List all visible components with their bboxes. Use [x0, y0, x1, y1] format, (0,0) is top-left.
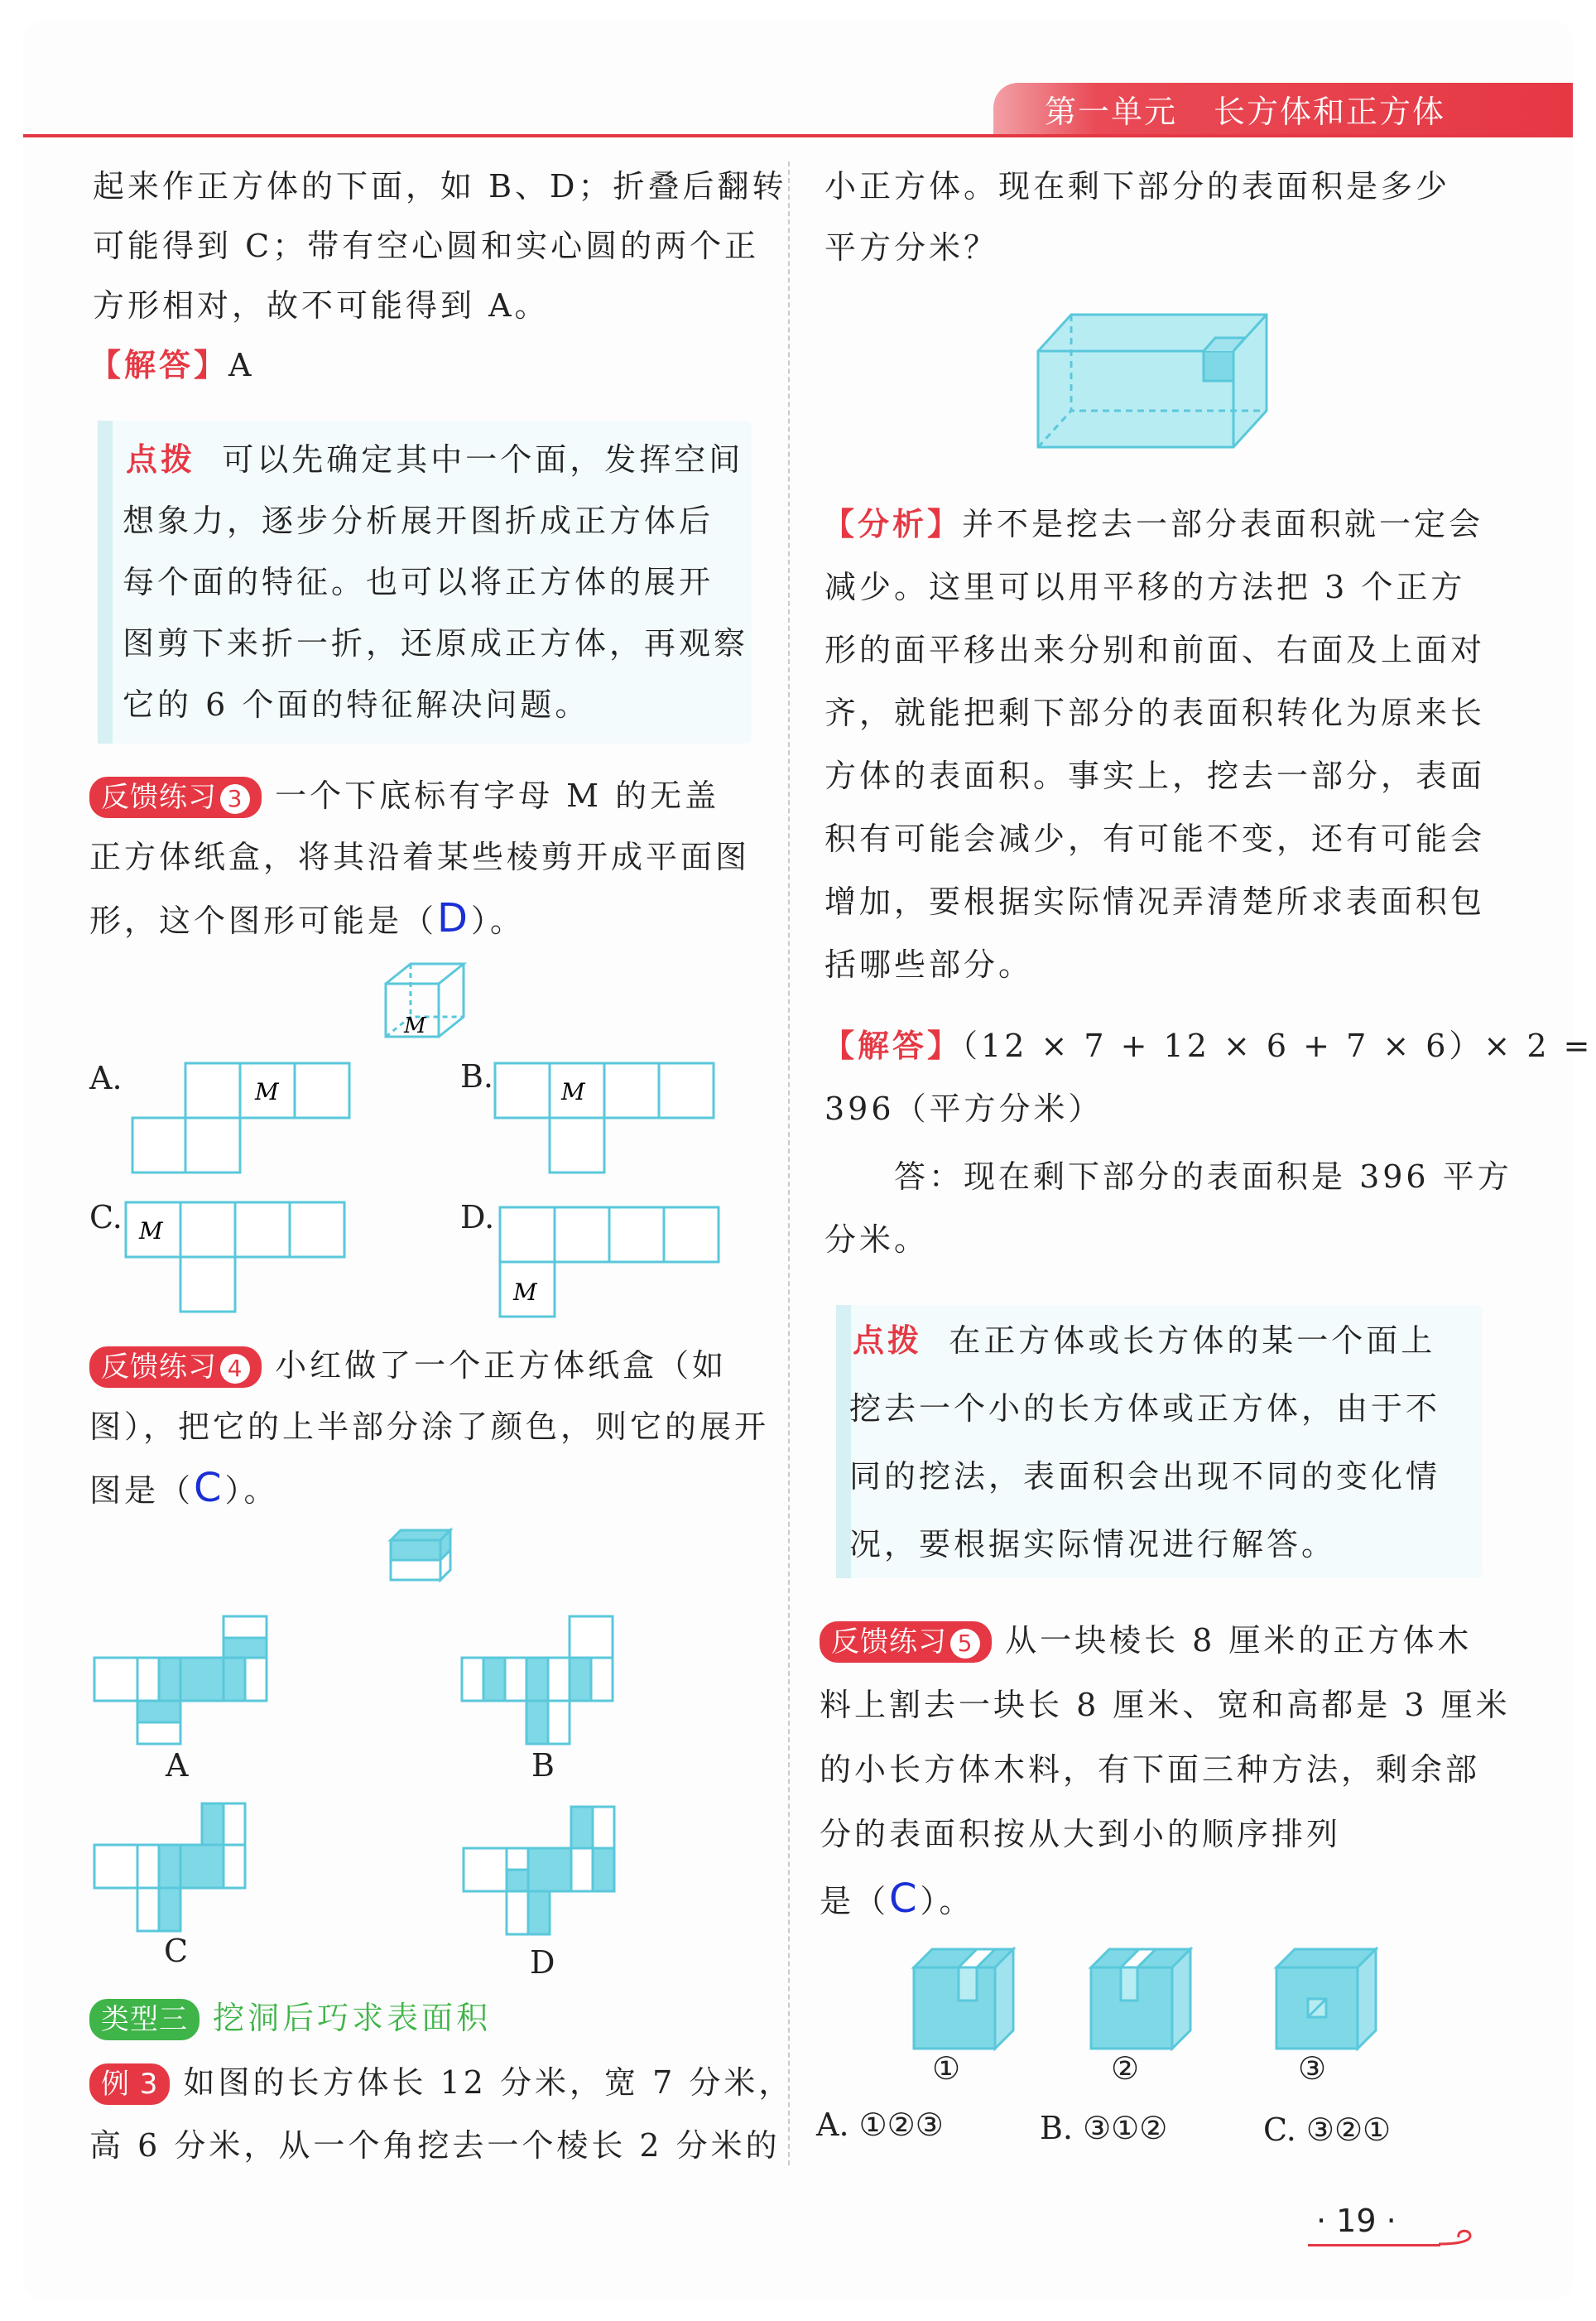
left-p1-line3: 方形相对，故不可能得到 A。 — [93, 287, 550, 324]
answer-2-text: 答：现在剩下部分的表面积是 396 平方 — [894, 1158, 1512, 1195]
page-number: · 19 · — [1316, 2203, 1396, 2239]
tip-1-label: 点拨 — [126, 441, 196, 478]
fb4-text3: 图是（ — [89, 1472, 195, 1509]
analysis-line4: 齐，就能把剩下部分的表面积转化为原来长 — [824, 695, 1486, 731]
ex3-cuboid-figure — [1031, 308, 1272, 457]
fb4-line2: 图），把它的上半部分涂了颜色，则它的展开 — [89, 1408, 770, 1445]
fb5-cube-3-label: ③ — [1298, 2050, 1327, 2087]
ex3-cont-line2: 平方分米？ — [824, 229, 999, 266]
analysis-text1: 并不是挖去一部分表面积就一定会 — [962, 506, 1484, 542]
fb5-answer: C — [889, 1876, 921, 1922]
fb3-option-d-label: D. — [460, 1199, 495, 1235]
fb4-text1: 小红做了一个正方体纸盒（如 — [275, 1347, 728, 1384]
tip-box-1-strip — [98, 421, 113, 744]
answer-1 — [89, 335, 254, 396]
fb5-badge-num: 5 — [950, 1629, 980, 1659]
fb4-option-a-label: A — [166, 1747, 189, 1784]
fb5-line5 — [820, 1868, 974, 1932]
fb5-line2: 料上割去一块长 8 厘米、宽和高都是 3 厘米 — [820, 1687, 1511, 1723]
fb5-option-c: C. ③②① — [1263, 2112, 1392, 2148]
fb4-cube-figure — [387, 1525, 454, 1583]
fb3-line1 — [89, 765, 719, 826]
fb4-badge-num: 4 — [220, 1354, 250, 1384]
fb3-badge-label: 反馈练习 — [101, 781, 217, 814]
tip-1-line5: 它的 6 个面的特征解决问题。 — [123, 686, 590, 723]
tip-1-line3: 每个面的特征。也可以将正方体的展开 — [123, 564, 714, 600]
tip-2-text1: 在正方体或长方体的某一个面上 — [949, 1322, 1436, 1359]
answer-2-text2: 分米。 — [824, 1221, 930, 1258]
left-p1-line1: 起来作正方体的下面，如 B、D；折叠后翻转 — [93, 168, 787, 205]
fb4-net-b — [460, 1615, 642, 1747]
fb5-cube-2 — [1088, 1946, 1195, 2054]
fb3-net-c-m: M — [139, 1217, 163, 1245]
analysis-line7: 增加，要根据实际情况弄清楚所求表面积包 — [824, 884, 1486, 920]
ex3-text1: 如图的长方体长 12 分米，宽 7 分米， — [183, 2064, 794, 2101]
answer-2-label: 【解答】 — [823, 1028, 963, 1064]
fb3-option-a-label: A. — [89, 1060, 123, 1096]
tip-2-label: 点拨 — [853, 1322, 923, 1359]
fb3-text3: 形，这个图形可能是（ — [89, 903, 438, 939]
ex3-line1 — [89, 2052, 793, 2113]
tip-2-line2: 挖去一个小的长方体或正方体，由于不 — [849, 1390, 1441, 1427]
fb4-option-c-label: C — [164, 1933, 189, 1969]
fb5-text5: 是（ — [820, 1883, 890, 1919]
column-divider — [788, 161, 790, 2165]
analysis-label: 【分析】 — [823, 506, 963, 542]
fb3-net-a — [131, 1062, 354, 1177]
type3-heading — [89, 1987, 491, 2049]
fb3-cube-m: M — [404, 1014, 426, 1038]
analysis-line2: 减少。这里可以用平移的方法把 3 个正方 — [824, 569, 1466, 605]
fb4-option-b-label: B — [531, 1747, 555, 1784]
fb5-cube-2-label: ② — [1111, 2050, 1140, 2087]
chapter-header — [1045, 86, 1445, 132]
fb4-option-d-label: D — [530, 1944, 555, 1981]
fb4-net-a — [93, 1615, 275, 1747]
type3-badge: 类型三 — [89, 1999, 200, 2040]
ex3-line2: 高 6 分米，从一个角挖去一个棱长 2 分米的 — [89, 2127, 781, 2164]
fb5-line3: 的小长方体木料，有下面三种方法，剩余部 — [820, 1751, 1481, 1788]
fb4-net-c — [93, 1802, 275, 1934]
tip-1-line2: 想象力，逐步分析展开图折成正方体后 — [123, 503, 714, 539]
answer-1-value: A — [228, 347, 255, 383]
fb3-net-b-m: M — [561, 1078, 585, 1105]
answer-1-label: 【解答】 — [89, 347, 229, 383]
fb4-badge — [89, 1346, 262, 1388]
type3-title: 挖洞后巧求表面积 — [213, 2000, 492, 2036]
ex3-cont-line1: 小正方体。现在剩下部分的表面积是多少 — [824, 168, 1451, 205]
fb4-badge-label: 反馈练习 — [101, 1351, 217, 1384]
fb5-text1: 从一块棱长 8 厘米的正方体木 — [1005, 1622, 1473, 1659]
tip-2-line4: 况，要根据实际情况进行解答。 — [849, 1526, 1337, 1563]
fb3-close: ）。 — [470, 903, 525, 939]
fb4-line1 — [89, 1335, 727, 1396]
answer-2-result: 396（平方分米） — [824, 1091, 1103, 1127]
fb3-answer: D — [437, 895, 471, 941]
page-number-swirl-icon — [1437, 2227, 1475, 2252]
analysis-line1 — [823, 494, 1483, 555]
ex3-badge: 例 3 — [89, 2063, 170, 2105]
fb5-line1 — [820, 1610, 1472, 1671]
fb5-option-a: A. ①②③ — [816, 2107, 944, 2143]
fb5-cube-1-label: ① — [932, 2050, 961, 2087]
fb3-net-d — [498, 1206, 723, 1322]
fb3-net-c — [124, 1201, 349, 1317]
fb4-net-d — [462, 1805, 644, 1938]
fb5-option-b: B. ③①② — [1040, 2110, 1168, 2146]
fb5-cube-1 — [911, 1946, 1018, 2054]
tip-1-line4: 图剪下来折一折，还原成正方体，再观察 — [123, 625, 749, 662]
fb3-net-d-m: M — [513, 1278, 537, 1306]
analysis-line6: 积有可能会减少，有可能不变，还有可能会 — [824, 821, 1486, 857]
fb3-cube-figure — [379, 959, 470, 1042]
header-rule — [23, 134, 1573, 137]
fb3-badge-num: 3 — [220, 784, 250, 814]
fb5-badge-label: 反馈练习 — [831, 1625, 947, 1659]
header-title: 长方体和正方体 — [1214, 94, 1446, 130]
tip-1-text1: 可以先确定其中一个面，发挥空间 — [222, 441, 744, 478]
fb5-cube-3 — [1273, 1946, 1381, 2054]
left-p1-line2: 可能得到 C；带有空心圆和实心圆的两个正 — [93, 228, 760, 264]
analysis-line3: 形的面平移出来分别和前面、右面及上面对 — [824, 632, 1486, 668]
page-number-rule — [1308, 2244, 1440, 2246]
fb4-answer: C — [194, 1465, 225, 1511]
tip-1-line1 — [126, 429, 743, 490]
tip-2-line3: 同的挖法，表面积会出现不同的变化情 — [849, 1458, 1441, 1495]
fb5-badge — [820, 1621, 992, 1663]
fb3-option-b-label: B. — [460, 1058, 494, 1095]
fb3-text1: 一个下底标有字母 M 的无盖 — [275, 778, 720, 814]
header-unit: 第一单元 — [1045, 94, 1178, 130]
fb5-line4: 分的表面积按从大到小的顺序排列 — [820, 1816, 1342, 1852]
fb3-net-a-m: M — [255, 1078, 279, 1105]
answer-2-expr: （12 × 7 + 12 × 6 + 7 × 6）× 2 = — [962, 1028, 1594, 1064]
fb3-line3 — [89, 888, 525, 951]
answer-2-line1 — [823, 1015, 1593, 1076]
fb3-option-c-label: C. — [89, 1199, 123, 1235]
fb4-close: ）。 — [224, 1472, 279, 1509]
analysis-line8: 括哪些部分。 — [824, 946, 1034, 983]
tip-2-line1 — [853, 1310, 1435, 1371]
fb5-close: ）。 — [920, 1883, 974, 1919]
fb3-badge — [89, 777, 262, 818]
fb3-net-b — [493, 1062, 719, 1177]
fb3-line2: 正方体纸盒，将其沿着某些棱剪开成平面图 — [89, 839, 751, 875]
analysis-line5: 方体的表面积。事实上，挖去一部分，表面 — [824, 758, 1486, 794]
fb4-line3 — [89, 1457, 279, 1521]
